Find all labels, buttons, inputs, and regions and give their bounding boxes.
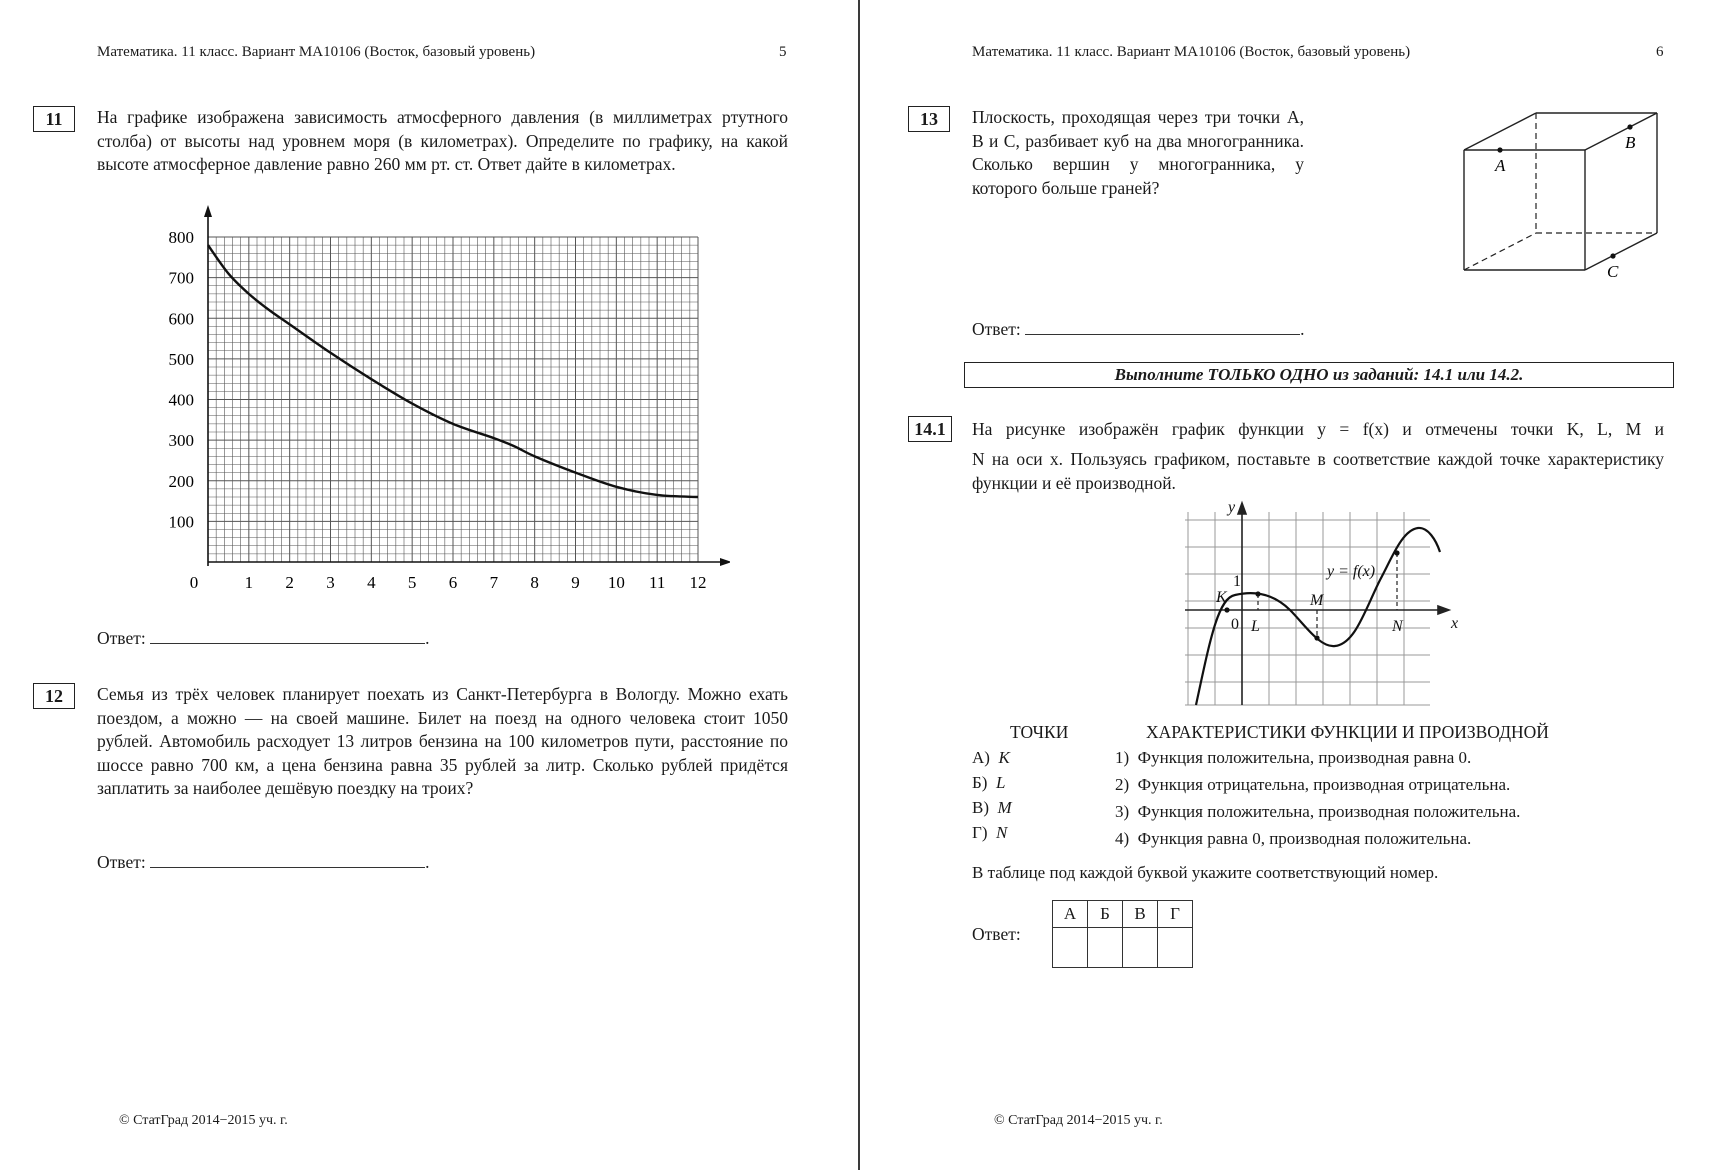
- x-tick-label: 2: [285, 573, 294, 592]
- characteristics-column-header: ХАРАКТЕРИСТИКИ ФУНКЦИИ И ПРОИЗВОДНОЙ: [1146, 722, 1549, 742]
- question-number-14-1: 14.1: [908, 416, 952, 442]
- characteristic-1: [1115, 748, 1471, 768]
- x-tick-label: 6: [448, 573, 458, 592]
- characteristic-3: [1115, 802, 1520, 822]
- graph-one-label: 1: [1233, 573, 1241, 590]
- answer-11-field[interactable]: [150, 625, 425, 644]
- x-tick-label: 7: [489, 573, 499, 592]
- answer-12-field[interactable]: [150, 849, 425, 868]
- x-tick-label: 9: [571, 573, 580, 592]
- x-tick-label: 5: [407, 573, 417, 592]
- answer-col-a-header: А: [1053, 901, 1088, 928]
- right-page: [860, 0, 1722, 1170]
- x-axis-arrow: [720, 558, 730, 566]
- y-tick-label: 400: [168, 390, 194, 410]
- answer-12: Ответ: .: [97, 849, 429, 873]
- characteristic-num: 2): [1115, 775, 1130, 794]
- characteristic-num: 1): [1115, 748, 1130, 767]
- question-number-12: 12: [33, 683, 75, 709]
- point-name: K: [998, 748, 1010, 767]
- point-letter: Б): [972, 773, 988, 792]
- question-number-11: 11: [33, 106, 75, 132]
- answer-col-g-header: Г: [1158, 901, 1193, 928]
- point-name: M: [997, 798, 1012, 817]
- answer-col-v-header: В: [1123, 901, 1158, 928]
- question-14-1-line1: На рисунке изображён график функции y = f(x) и отмечены точки K, L, M и: [972, 419, 1664, 439]
- point-l-marker: [1255, 591, 1260, 596]
- point-letter: В): [972, 798, 989, 817]
- page-footer: © СтатГрад 2014−2015 уч. г.: [994, 1113, 1163, 1128]
- point-k-marker: [1224, 607, 1229, 612]
- point-letter: Г): [972, 823, 988, 842]
- answer-13-field[interactable]: [1025, 316, 1300, 335]
- characteristic-num: 3): [1115, 802, 1130, 821]
- point-m-marker: [1314, 635, 1319, 640]
- graph-k-label: K: [1216, 589, 1227, 606]
- answer-cell-v[interactable]: [1123, 928, 1158, 968]
- answer-14-1-table: [1052, 900, 1193, 968]
- question-14-1-text: N на оси x. Пользуясь графиком, поставьте в соответствие каждой точке характеристику функции и её производной.: [972, 449, 1664, 493]
- characteristic-2: [1115, 775, 1510, 795]
- point-n-marker: [1394, 550, 1399, 555]
- answer-13-label: Ответ:: [972, 319, 1021, 339]
- x-tick-label: 4: [367, 573, 376, 592]
- page-number: 6: [1656, 44, 1664, 60]
- y-tick-label: 600: [168, 309, 194, 329]
- point-letter: А): [972, 748, 990, 767]
- cube-label-b: B: [1625, 133, 1636, 152]
- choice-banner: Выполните ТОЛЬКО ОДНО из заданий: 14.1 или 14.2.: [964, 362, 1674, 388]
- points-column-header: ТОЧКИ: [1010, 722, 1069, 742]
- point-row-g: [972, 823, 1007, 843]
- characteristic-4: [1115, 829, 1471, 849]
- graph-m-label: M: [1310, 592, 1324, 609]
- characteristic-num: 4): [1115, 829, 1130, 848]
- x-tick-label: 10: [607, 573, 625, 592]
- cube-figure: [1460, 105, 1660, 285]
- y-tick-label: 500: [168, 349, 194, 369]
- point-row-v: [972, 798, 1012, 818]
- pressure-chart: [150, 200, 730, 600]
- point-b-marker: [1627, 124, 1632, 129]
- point-name: N: [996, 823, 1008, 842]
- graph-y-label: y: [1228, 500, 1236, 516]
- y-axis-arrow: [204, 205, 212, 217]
- graph-n-label: N: [1392, 618, 1403, 635]
- question-11-text: На графике изображена зависимость атмосферного давления (в миллиметрах ртутного столба) от высоты над уровнем моря (в километрах). Определите по графику, на какой высоте атмосферное давление равно 260 мм рт. ст. Ответ дайте в километрах.: [97, 107, 788, 174]
- y-tick-label: 700: [168, 268, 194, 288]
- graph-x-label: x: [1451, 615, 1459, 632]
- cube-label-a: A: [1495, 156, 1506, 175]
- point-name: L: [995, 773, 1006, 792]
- characteristic-text: Функция равна 0, производная положительна.: [1137, 829, 1472, 848]
- pressure-chart-svg: [150, 200, 730, 600]
- question-13-text: Плоскость, проходящая через три точки A, B и C, разбивает куб на два многогранника. Сколько вершин у многогранника, у которого больше граней?: [972, 107, 1304, 198]
- graph-zero-label: 0: [1231, 616, 1239, 633]
- answer-cell-a[interactable]: [1053, 928, 1088, 968]
- y-tick-label: 800: [168, 228, 194, 247]
- page-header: Математика. 11 класс. Вариант МА10106 (Восток, базовый уровень): [97, 44, 536, 60]
- y-tick-label: 300: [168, 431, 194, 451]
- instruction-text: В таблице под каждой буквой укажите соответствующий номер.: [972, 863, 1439, 882]
- answer-11-label: Ответ:: [97, 628, 146, 648]
- point-row-b: [972, 773, 1005, 793]
- characteristic-text: Функция отрицательна, производная отрицательна.: [1137, 775, 1511, 794]
- answer-14-1-label: Ответ:: [972, 924, 1021, 944]
- answer-cell-b[interactable]: [1088, 928, 1123, 968]
- answer-12-label: Ответ:: [97, 852, 146, 872]
- left-page: [0, 0, 858, 1170]
- page-header: Математика. 11 класс. Вариант МА10106 (Восток, базовый уровень): [972, 44, 1411, 60]
- x-tick-label: 11: [648, 573, 666, 592]
- characteristic-text: Функция положительна, производная равна 0.: [1137, 748, 1472, 767]
- answer-13: Ответ: .: [972, 316, 1304, 340]
- answer-cell-g[interactable]: [1158, 928, 1193, 968]
- x-tick-label: 8: [530, 573, 539, 592]
- x-tick-label: 12: [689, 573, 707, 592]
- point-a-marker: [1497, 147, 1502, 152]
- answer-11: Ответ: .: [97, 625, 429, 649]
- graph-l-label: L: [1251, 618, 1260, 635]
- function-graph: [1170, 500, 1470, 712]
- x-tick-label: 0: [189, 573, 199, 592]
- cube-label-c: C: [1607, 262, 1619, 281]
- x-tick-label: 1: [244, 573, 254, 592]
- y-tick-label: 100: [168, 512, 194, 532]
- graph-function-label: y = f(x): [1327, 563, 1376, 580]
- answer-col-b-header: Б: [1088, 901, 1123, 928]
- x-tick-label: 3: [326, 573, 335, 592]
- characteristic-text: Функция положительна, производная положительна.: [1137, 802, 1521, 821]
- y-tick-label: 200: [168, 471, 194, 491]
- question-number-13: 13: [908, 106, 950, 132]
- point-c-marker: [1610, 253, 1615, 258]
- question-12-text: Семья из трёх человек планирует поехать из Санкт-Петербурга в Вологду. Можно ехать поездом, а можно — на своей машине. Билет на поезд на одного человека стоит 1050 рублей. Автомобиль расходует 13 литров бензина на 100 километров пути, расстояние по шоссе равно 700 км, а цена бензина равна 35 рублей за литр. Сколько рублей придётся заплатить за наиболее дешёвую поездку на троих?: [97, 684, 788, 798]
- point-row-a: [972, 748, 1010, 768]
- page-footer: © СтатГрад 2014−2015 уч. г.: [119, 1113, 288, 1128]
- page-number: 5: [779, 44, 787, 60]
